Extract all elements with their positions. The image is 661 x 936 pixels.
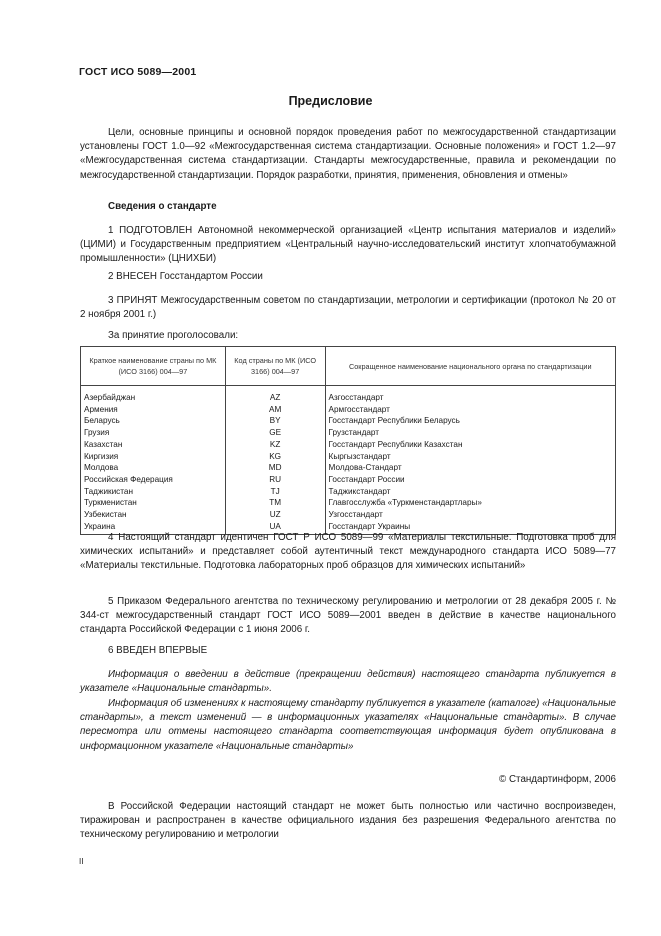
country-cell: Азербайджан <box>81 386 226 404</box>
country-cell: Узбекистан <box>81 509 226 521</box>
info-changes-text: Информация об изменениях к настоящему стандарту публикуется в указателе (каталоге) «Национальные стандарты», а текст изменений — в информационных указателях «Национальные стандарты». В случае пересмотра или отмены настоящего стандарта соответствующая информация будет опубликована в информационном указателе «Национальные стандарты» <box>80 698 616 752</box>
table-row <box>81 415 616 427</box>
document-header: ГОСТ ИСО 5089—2001 <box>79 66 197 78</box>
code-cell: AZ <box>225 386 325 404</box>
info-publication <box>80 668 616 696</box>
code-cell: MD <box>225 462 325 474</box>
country-cell: Таджикистан <box>81 486 226 498</box>
table-row <box>81 486 616 498</box>
table-row <box>81 404 616 416</box>
page-title: Предисловие <box>288 94 373 108</box>
body-cell: Грузстандарт <box>325 427 615 439</box>
body-cell: Таджикстандарт <box>325 486 615 498</box>
country-cell: Киргизия <box>81 451 226 463</box>
item-4 <box>80 531 616 574</box>
body-cell: Госстандарт Республики Беларусь <box>325 415 615 427</box>
code-cell: TM <box>225 497 325 509</box>
body-cell: Молдова-Стандарт <box>325 462 615 474</box>
code-cell: GE <box>225 427 325 439</box>
column-header-country: Краткое наименование страны по МК (ИСО 3166) 004—97 <box>81 347 226 386</box>
body-cell: Кыргызстандарт <box>325 451 615 463</box>
body-cell: Госстандарт Республики Казахстан <box>325 439 615 451</box>
item-6: 6 ВВЕДЕН ВПЕРВЫЕ <box>108 645 208 656</box>
code-cell: AM <box>225 404 325 416</box>
table-row <box>81 509 616 521</box>
item-3 <box>80 294 616 322</box>
country-cell: Российская Федерация <box>81 474 226 486</box>
country-cell: Украина <box>81 521 226 535</box>
code-cell: UA <box>225 521 325 535</box>
table-row <box>81 386 616 404</box>
table-row <box>81 451 616 463</box>
body-cell: Азгосстандарт <box>325 386 615 404</box>
table-row <box>81 497 616 509</box>
country-cell: Молдова <box>81 462 226 474</box>
country-cell: Грузия <box>81 427 226 439</box>
standard-info-heading: Сведения о стандарте <box>108 201 217 212</box>
body-cell: Главгосслужба «Туркменстандартлары» <box>325 497 615 509</box>
item-2: 2 ВНЕСЕН Госстандартом России <box>108 271 263 282</box>
copyright-notice: © Стандартинформ, 2006 <box>499 774 616 785</box>
column-header-code: Код страны по МК (ИСО 3166) 004—97 <box>225 347 325 386</box>
body-cell: Госстандарт России <box>325 474 615 486</box>
item-4-text: 4 Настоящий стандарт идентичен ГОСТ Р ИСО 5089—99 «Материалы текстильные. Подготовка проб для химических испытаний» и представляет собой аутентичный текст международного стандарта ИСО 5089—77 «Материалы текстильные. Подготовка лабораторных проб образцов для химических испытаний» <box>80 532 616 572</box>
code-cell: KG <box>225 451 325 463</box>
country-cell: Армения <box>81 404 226 416</box>
code-cell: KZ <box>225 439 325 451</box>
table-row <box>81 462 616 474</box>
body-cell: Госстандарт Украины <box>325 521 615 535</box>
code-cell: RU <box>225 474 325 486</box>
item-1-text: 1 ПОДГОТОВЛЕН Автономной некоммерческой организацией «Центр испытания материалов и изделий» (ЦИМИ) и Государственным предприятием «Центральный научно-исследовательский институт хлопчатобумажной промышленности» (ЦНИХБИ) <box>80 225 616 265</box>
table-row <box>81 474 616 486</box>
table-row <box>81 427 616 439</box>
item-5-text: 5 Приказом Федерального агентства по техническому регулированию и метрологии от 28 декабря 2005 г. № 344-ст межгосударственный стандарт ГОСТ ИСО 5089—2001 введен в действие в качестве национального стандарта Российской Федерации с 1 июня 2006 г. <box>80 596 616 636</box>
item-1 <box>80 224 616 267</box>
info-changes <box>80 697 616 754</box>
country-cell: Казахстан <box>81 439 226 451</box>
intro-text: Цели, основные принципы и основной порядок проведения работ по межгосударственной стандартизации установлены ГОСТ 1.0—92 «Межгосударственная система стандартизации. Основные положения» и ГОСТ 1.2—97 «Межгосударственная система стандартизации. Стандарты межгосударственные, правила и рекомендации по межгосударственной стандартизации. Порядок разработки, принятия, применения, обновления и отмены» <box>80 127 616 181</box>
code-cell: UZ <box>225 509 325 521</box>
code-cell: BY <box>225 415 325 427</box>
intro-paragraph <box>80 126 616 183</box>
code-cell: TJ <box>225 486 325 498</box>
column-header-body: Сокращенное наименование национального органа по стандартизации <box>325 347 615 386</box>
body-cell: Узгосстандарт <box>325 509 615 521</box>
page-number: II <box>79 857 84 866</box>
item-3-text: 3 ПРИНЯТ Межгосударственным советом по стандартизации, метрологии и сертификации (протокол № 20 от 2 ноября 2001 г.) <box>80 295 616 321</box>
reproduction-notice-text: В Российской Федерации настоящий стандарт не может быть полностью или частично воспроизведен, тиражирован и распространен в качестве официального издания без разрешения Федерального агентства по техническому регулированию и метрологии <box>80 801 616 841</box>
voted-label: За принятие проголосовали: <box>108 330 239 341</box>
country-cell: Беларусь <box>81 415 226 427</box>
info-publication-text: Информация о введении в действие (прекращении действия) настоящего стандарта публикуется в указателе «Национальные стандарты». <box>80 669 616 695</box>
country-cell: Туркменистан <box>81 497 226 509</box>
item-5 <box>80 595 616 638</box>
table-row <box>81 439 616 451</box>
reproduction-notice <box>80 800 616 843</box>
body-cell: Армгосстандарт <box>325 404 615 416</box>
voting-countries-table <box>80 346 616 535</box>
